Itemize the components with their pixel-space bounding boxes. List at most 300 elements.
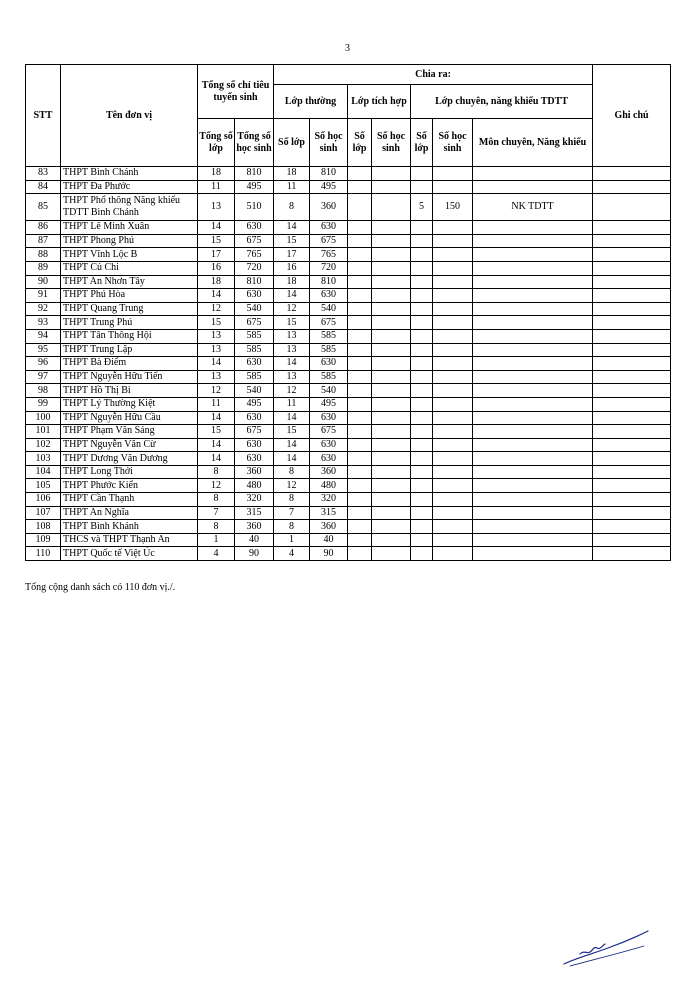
table-row [26,167,671,181]
cell-unit-name: THPT An Nghĩa [61,506,198,520]
cell-specialized-subject [473,275,593,289]
cell-specialized-classes [411,248,433,262]
cell-unit-name: THPT Quốc tế Việt Úc [61,547,198,561]
cell-stt: 108 [26,520,61,534]
cell-note [593,547,671,561]
cell-unit-name: THPT Phổ thông Năng khiếu TDTT Bình Chánh [61,194,198,221]
cell-total-students: 480 [235,479,274,493]
cell-specialized-students [433,261,473,275]
cell-regular-students: 90 [310,547,348,561]
cell-integrated-students [372,397,411,411]
cell-specialized-subject [473,520,593,534]
cell-regular-classes: 14 [274,411,310,425]
cell-unit-name: THPT Phong Phú [61,234,198,248]
cell-total-classes: 17 [198,248,235,262]
table-row [26,425,671,439]
table-row [26,397,671,411]
cell-regular-students: 315 [310,506,348,520]
cell-integrated-classes [348,167,372,181]
cell-integrated-students [372,465,411,479]
cell-specialized-classes [411,167,433,181]
cell-regular-classes: 13 [274,329,310,343]
cell-specialized-classes [411,370,433,384]
cell-integrated-classes [348,479,372,493]
cell-regular-students: 495 [310,180,348,194]
cell-regular-students: 675 [310,234,348,248]
table-row [26,316,671,330]
cell-note [593,397,671,411]
cell-regular-classes: 14 [274,289,310,303]
cell-total-students: 360 [235,520,274,534]
cell-specialized-classes [411,506,433,520]
cell-integrated-classes [348,234,372,248]
cell-total-students: 540 [235,302,274,316]
cell-total-students: 320 [235,493,274,507]
cell-regular-classes: 17 [274,248,310,262]
cell-stt: 109 [26,533,61,547]
cell-regular-classes: 14 [274,438,310,452]
cell-stt: 95 [26,343,61,357]
cell-total-classes: 13 [198,194,235,221]
cell-integrated-classes [348,194,372,221]
cell-specialized-subject [473,357,593,371]
cell-integrated-classes [348,343,372,357]
cell-regular-classes: 15 [274,316,310,330]
cell-regular-classes: 14 [274,221,310,235]
cell-note [593,167,671,181]
cell-unit-name: THPT Nguyễn Hữu Cầu [61,411,198,425]
cell-note [593,465,671,479]
cell-unit-name: THPT Quang Trung [61,302,198,316]
cell-total-classes: 13 [198,343,235,357]
cell-total-students: 585 [235,370,274,384]
cell-specialized-subject [473,234,593,248]
cell-specialized-subject [473,343,593,357]
cell-unit-name: THPT Trung Lập [61,343,198,357]
cell-stt: 103 [26,452,61,466]
cell-specialized-subject [473,316,593,330]
cell-note [593,289,671,303]
cell-unit-name: THPT Long Thới [61,465,198,479]
cell-regular-classes: 14 [274,357,310,371]
cell-integrated-students [372,194,411,221]
cell-note [593,425,671,439]
cell-total-classes: 4 [198,547,235,561]
cell-integrated-students [372,180,411,194]
cell-regular-classes: 8 [274,520,310,534]
cell-integrated-classes [348,180,372,194]
cell-specialized-students [433,234,473,248]
cell-total-classes: 8 [198,493,235,507]
cell-stt: 98 [26,384,61,398]
cell-regular-students: 810 [310,275,348,289]
cell-specialized-classes [411,425,433,439]
cell-stt: 86 [26,221,61,235]
cell-regular-classes: 8 [274,194,310,221]
cell-specialized-students [433,452,473,466]
cell-specialized-classes [411,329,433,343]
table-row [26,302,671,316]
cell-integrated-classes [348,465,372,479]
cell-specialized-students [433,506,473,520]
table-row [26,438,671,452]
table-row [26,221,671,235]
header-regular-class: Lớp thường [274,85,348,119]
cell-regular-classes: 15 [274,425,310,439]
cell-specialized-classes [411,520,433,534]
cell-unit-name: THPT Trung Phú [61,316,198,330]
cell-specialized-students [433,167,473,181]
cell-stt: 85 [26,194,61,221]
cell-note [593,411,671,425]
cell-unit-name: THPT Phú Hòa [61,289,198,303]
cell-regular-classes: 12 [274,302,310,316]
cell-regular-classes: 14 [274,452,310,466]
cell-note [593,370,671,384]
cell-total-students: 315 [235,506,274,520]
cell-unit-name: THPT Hồ Thị Bi [61,384,198,398]
cell-total-classes: 14 [198,438,235,452]
cell-integrated-classes [348,452,372,466]
cell-total-students: 810 [235,275,274,289]
cell-integrated-students [372,275,411,289]
cell-specialized-subject [473,289,593,303]
cell-integrated-students [372,438,411,452]
cell-integrated-classes [348,302,372,316]
cell-integrated-classes [348,316,372,330]
cell-unit-name: THPT Cần Thạnh [61,493,198,507]
cell-total-students: 630 [235,411,274,425]
table-body [26,167,671,561]
cell-regular-students: 495 [310,397,348,411]
cell-specialized-subject [473,438,593,452]
cell-regular-classes: 11 [274,180,310,194]
cell-regular-classes: 13 [274,370,310,384]
cell-regular-classes: 8 [274,465,310,479]
cell-total-students: 675 [235,316,274,330]
cell-integrated-classes [348,425,372,439]
cell-specialized-subject [473,221,593,235]
table-row [26,357,671,371]
enrollment-table [25,64,671,561]
cell-specialized-classes [411,234,433,248]
cell-specialized-classes [411,479,433,493]
cell-unit-name: THPT Vĩnh Lộc B [61,248,198,262]
cell-total-classes: 13 [198,329,235,343]
cell-integrated-classes [348,438,372,452]
cell-stt: 97 [26,370,61,384]
cell-note [593,180,671,194]
cell-specialized-students [433,520,473,534]
cell-specialized-subject [473,479,593,493]
cell-unit-name: THPT Đa Phước [61,180,198,194]
table-row [26,261,671,275]
header-integrated-class: Lớp tích hợp [348,85,411,119]
table-row [26,234,671,248]
cell-unit-name: THPT Dương Văn Dương [61,452,198,466]
cell-specialized-classes: 5 [411,194,433,221]
cell-total-classes: 15 [198,316,235,330]
cell-unit-name: THPT Lê Minh Xuân [61,221,198,235]
cell-regular-classes: 1 [274,533,310,547]
cell-specialized-students [433,397,473,411]
cell-specialized-students [433,493,473,507]
cell-total-classes: 7 [198,506,235,520]
table-row [26,520,671,534]
cell-specialized-subject [473,547,593,561]
cell-note [593,275,671,289]
cell-stt: 83 [26,167,61,181]
cell-regular-students: 630 [310,411,348,425]
table-row [26,506,671,520]
signature-mark [562,924,652,968]
cell-regular-classes: 16 [274,261,310,275]
cell-integrated-classes [348,493,372,507]
cell-integrated-students [372,248,411,262]
cell-note [593,316,671,330]
cell-total-students: 630 [235,289,274,303]
cell-regular-students: 540 [310,302,348,316]
cell-specialized-students [433,425,473,439]
cell-integrated-classes [348,384,372,398]
cell-note [593,221,671,235]
cell-regular-classes: 13 [274,343,310,357]
cell-integrated-classes [348,411,372,425]
cell-regular-classes: 11 [274,397,310,411]
cell-unit-name: THPT Phạm Văn Sáng [61,425,198,439]
cell-note [593,520,671,534]
cell-total-classes: 8 [198,465,235,479]
cell-regular-students: 810 [310,167,348,181]
cell-total-students: 630 [235,438,274,452]
cell-specialized-classes [411,384,433,398]
cell-stt: 94 [26,329,61,343]
cell-note [593,343,671,357]
cell-integrated-students [372,370,411,384]
cell-note [593,452,671,466]
cell-integrated-classes [348,533,372,547]
header-split: Chia ra: [274,65,593,85]
cell-specialized-classes [411,343,433,357]
cell-total-students: 630 [235,452,274,466]
cell-specialized-subject [473,493,593,507]
cell-regular-students: 320 [310,493,348,507]
cell-stt: 90 [26,275,61,289]
header-specialized-subject: Môn chuyên, Năng khiếu [473,119,593,167]
cell-total-classes: 14 [198,357,235,371]
cell-specialized-classes [411,275,433,289]
cell-specialized-students: 150 [433,194,473,221]
cell-note [593,248,671,262]
header-unit-name: Tên đơn vị [61,65,198,167]
cell-total-classes: 1 [198,533,235,547]
cell-specialized-students [433,547,473,561]
cell-stt: 99 [26,397,61,411]
cell-total-students: 765 [235,248,274,262]
cell-unit-name: THPT Nguyễn Văn Cừ [61,438,198,452]
cell-integrated-students [372,221,411,235]
cell-regular-students: 630 [310,357,348,371]
cell-integrated-students [372,479,411,493]
cell-total-classes: 12 [198,302,235,316]
table-row [26,411,671,425]
cell-note [593,234,671,248]
table-row [26,289,671,303]
table-row [26,533,671,547]
cell-specialized-subject [473,452,593,466]
cell-specialized-subject [473,329,593,343]
cell-note [593,329,671,343]
cell-unit-name: THPT Lý Thường Kiệt [61,397,198,411]
header-regular-classes: Số lớp [274,119,310,167]
cell-total-classes: 8 [198,520,235,534]
cell-regular-students: 720 [310,261,348,275]
cell-specialized-students [433,370,473,384]
cell-integrated-classes [348,329,372,343]
cell-total-students: 630 [235,221,274,235]
cell-integrated-classes [348,221,372,235]
cell-regular-classes: 12 [274,479,310,493]
cell-regular-students: 360 [310,465,348,479]
cell-note [593,384,671,398]
cell-total-students: 585 [235,329,274,343]
table-row [26,370,671,384]
cell-unit-name: THPT Tân Thông Hội [61,329,198,343]
cell-integrated-classes [348,248,372,262]
cell-integrated-classes [348,520,372,534]
cell-specialized-students [433,329,473,343]
cell-specialized-subject [473,533,593,547]
cell-stt: 92 [26,302,61,316]
cell-note [593,357,671,371]
cell-regular-students: 360 [310,194,348,221]
cell-integrated-classes [348,275,372,289]
cell-specialized-students [433,343,473,357]
cell-unit-name: THPT An Nhơn Tây [61,275,198,289]
cell-total-students: 495 [235,180,274,194]
cell-integrated-students [372,411,411,425]
cell-specialized-classes [411,397,433,411]
cell-specialized-students [433,357,473,371]
cell-integrated-classes [348,289,372,303]
cell-regular-classes: 18 [274,167,310,181]
header-regular-students: Số học sinh [310,119,348,167]
cell-regular-students: 480 [310,479,348,493]
table-row [26,452,671,466]
cell-regular-classes: 8 [274,493,310,507]
cell-regular-students: 585 [310,343,348,357]
cell-stt: 100 [26,411,61,425]
cell-integrated-students [372,167,411,181]
header-specialized-classes: Số lớp [411,119,433,167]
cell-integrated-students [372,533,411,547]
header-integrated-students: Số học sinh [372,119,411,167]
cell-unit-name: THCS và THPT Thạnh An [61,533,198,547]
cell-specialized-students [433,289,473,303]
cell-regular-students: 630 [310,438,348,452]
cell-regular-students: 540 [310,384,348,398]
cell-regular-students: 675 [310,316,348,330]
cell-regular-classes: 7 [274,506,310,520]
cell-specialized-classes [411,316,433,330]
cell-regular-students: 675 [310,425,348,439]
cell-regular-students: 765 [310,248,348,262]
cell-total-classes: 18 [198,167,235,181]
cell-specialized-students [433,302,473,316]
header-stt: STT [26,65,61,167]
cell-stt: 107 [26,506,61,520]
header-specialized-students: Số học sinh [433,119,473,167]
cell-regular-classes: 12 [274,384,310,398]
page-number: 3 [345,43,350,54]
cell-specialized-classes [411,357,433,371]
cell-stt: 88 [26,248,61,262]
cell-total-students: 495 [235,397,274,411]
table-row [26,479,671,493]
cell-specialized-classes [411,411,433,425]
cell-specialized-students [433,438,473,452]
cell-integrated-students [372,493,411,507]
table-row [26,194,671,221]
cell-total-classes: 15 [198,425,235,439]
cell-specialized-subject [473,411,593,425]
cell-total-classes: 15 [198,234,235,248]
cell-specialized-subject [473,506,593,520]
cell-specialized-subject [473,370,593,384]
cell-total-classes: 14 [198,221,235,235]
cell-regular-students: 585 [310,329,348,343]
cell-specialized-subject [473,384,593,398]
cell-integrated-classes [348,261,372,275]
header-note: Ghi chú [593,65,671,167]
cell-integrated-students [372,343,411,357]
cell-specialized-students [433,533,473,547]
cell-specialized-students [433,180,473,194]
cell-total-classes: 11 [198,180,235,194]
cell-total-classes: 14 [198,452,235,466]
cell-specialized-students [433,479,473,493]
cell-total-classes: 12 [198,384,235,398]
cell-specialized-students [433,316,473,330]
cell-total-students: 540 [235,384,274,398]
cell-regular-students: 360 [310,520,348,534]
cell-integrated-students [372,384,411,398]
table-row [26,343,671,357]
cell-integrated-students [372,520,411,534]
cell-total-students: 360 [235,465,274,479]
cell-total-students: 40 [235,533,274,547]
cell-unit-name: THPT Nguyễn Hữu Tiến [61,370,198,384]
table-row [26,329,671,343]
cell-note [593,479,671,493]
header-total-classes: Tổng số lớp [198,119,235,167]
cell-regular-classes: 18 [274,275,310,289]
cell-specialized-students [433,221,473,235]
cell-regular-students: 630 [310,452,348,466]
cell-specialized-subject [473,248,593,262]
cell-integrated-students [372,357,411,371]
cell-integrated-students [372,289,411,303]
cell-specialized-students [433,248,473,262]
header-total-students: Tổng số học sinh [235,119,274,167]
cell-integrated-students [372,425,411,439]
cell-specialized-classes [411,180,433,194]
cell-integrated-students [372,316,411,330]
cell-integrated-classes [348,506,372,520]
header-specialized-class: Lớp chuyên, năng khiếu TDTT [411,85,593,119]
cell-specialized-classes [411,493,433,507]
cell-specialized-classes [411,452,433,466]
